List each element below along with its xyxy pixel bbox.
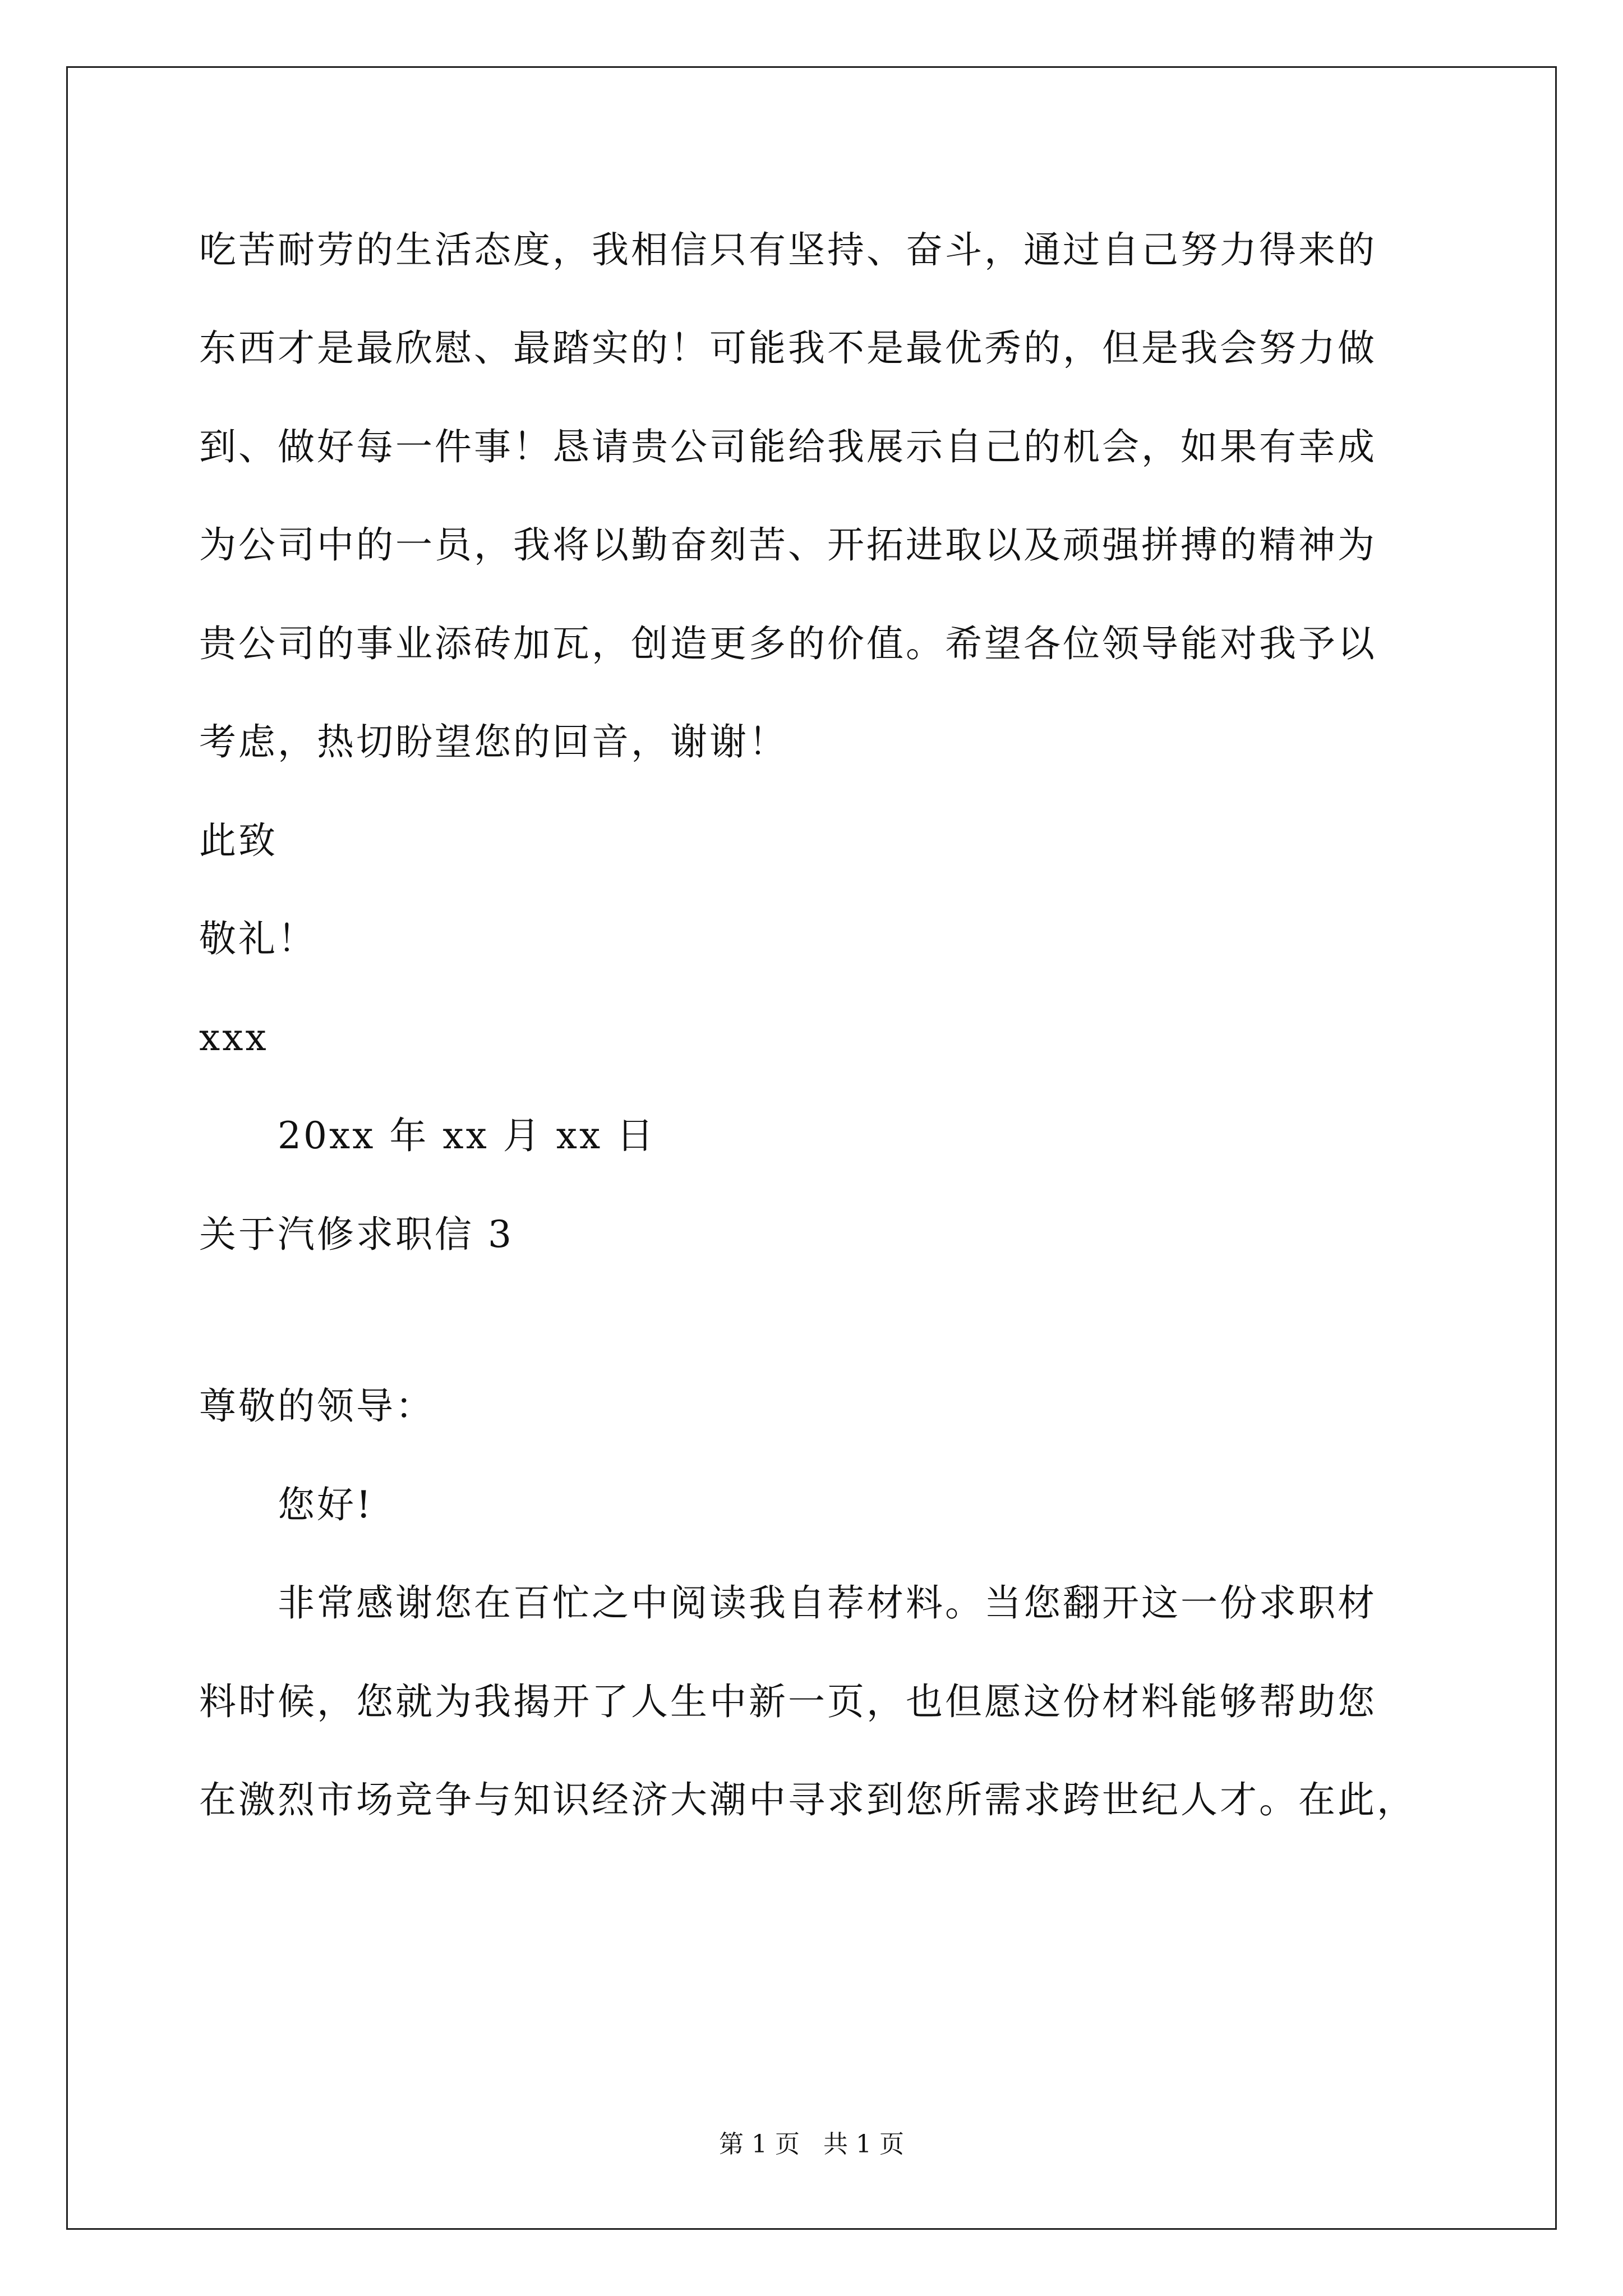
body-line: 料时候，您就为我揭开了人生中新一页，也但愿这份材料能够帮助您 xyxy=(199,1680,1377,1723)
body-line: 考虑，热切盼望您的回音，谢谢！ xyxy=(199,720,788,763)
body-line: 贵公司的事业添砖加瓦，创造更多的价值。希望各位领导能对我予以 xyxy=(199,622,1377,665)
signature-date: 20xx 年 xx 月 xx 日 xyxy=(278,1114,656,1157)
body-line: 吃苦耐劳的生活态度，我相信只有坚持、奋斗，通过自己努力得来的 xyxy=(199,228,1377,272)
body-line: 为公司中的一员，我将以勤奋刻苦、开拓进取以及顽强拼搏的精神为 xyxy=(199,523,1377,567)
body-line: 在激烈市场竞争与知识经济大潮中寻求到您所需求跨世纪人才。在此， xyxy=(199,1778,1416,1821)
page-number: 第 1 页 xyxy=(719,2130,800,2159)
closing-salutation: 此致 xyxy=(199,819,278,862)
page-footer xyxy=(0,2128,1623,2161)
body-line: 到、做好每一件事！恳请贵公司能给我展示自己的机会，如果有幸成 xyxy=(199,425,1377,468)
section-title: 关于汽修求职信 3 xyxy=(199,1213,514,1256)
closing-regards: 敬礼！ xyxy=(199,917,317,960)
greeting-hello: 您好! xyxy=(278,1483,374,1526)
page-total: 共 1 页 xyxy=(823,2130,904,2159)
body-line: 非常感谢您在百忙之中阅读我自荐材料。当您翻开这一份求职材 xyxy=(278,1581,1377,1625)
greeting: 尊敬的领导： xyxy=(199,1384,435,1428)
body-line: 东西才是最欣慰、最踏实的！可能我不是最优秀的，但是我会努力做 xyxy=(199,326,1377,370)
signature-name: xxx xyxy=(199,1016,269,1059)
